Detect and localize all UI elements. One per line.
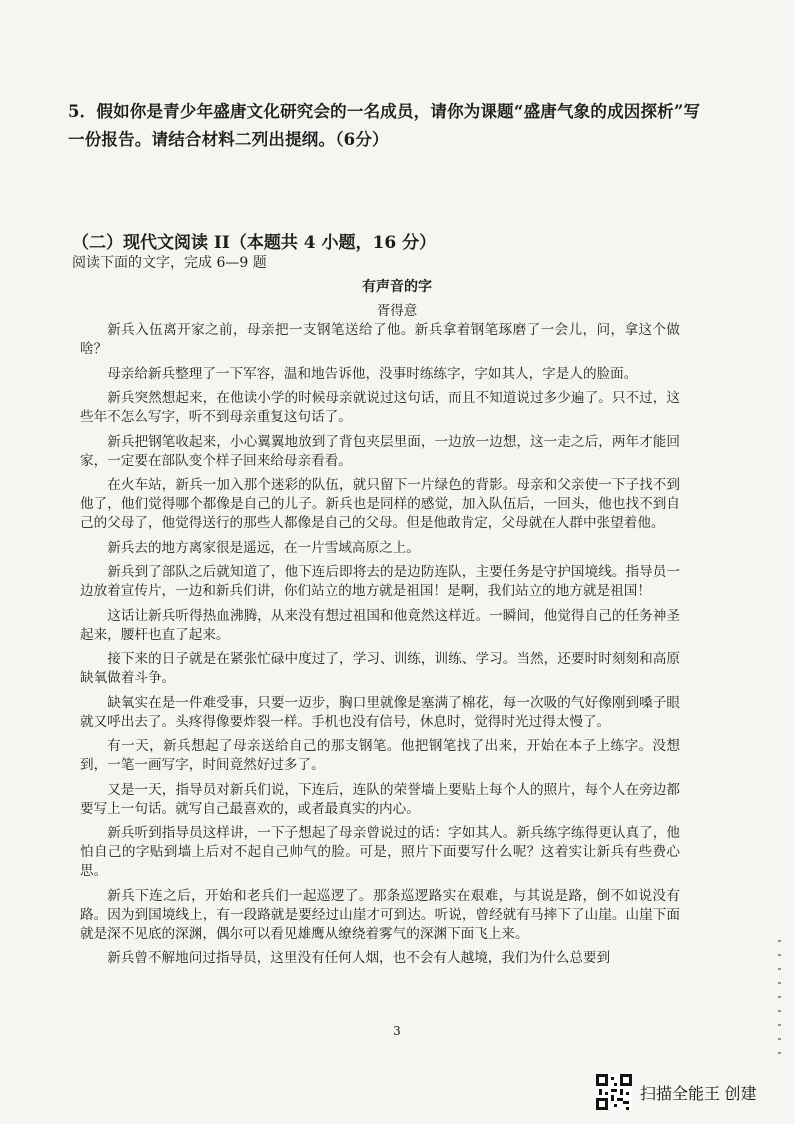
scanner-label: 扫描全能王 创建	[640, 1085, 757, 1103]
scan-artifact	[778, 940, 781, 1060]
question-5	[68, 98, 708, 154]
section-title: （二）现代文阅读 II（本题共 4 小题，16 分）	[72, 233, 437, 253]
page-number: 3	[393, 1024, 401, 1038]
paragraph: 又是一天，指导员对新兵们说，下连后，连队的荣誉墙上要贴上每个人的照片，每个人在旁边都要写上一句话。就写自己最喜欢的，或者最真实的内心。	[80, 781, 680, 817]
paragraph: 新兵曾不解地问过指导员，这里没有任何人烟，也不会有人越境，我们为什么总要到	[107, 950, 611, 966]
paragraph: 母亲给新兵整理了一下军容，温和地告诉他，没事时练练字，字如其人，字是人的脸面。	[107, 365, 638, 382]
paragraph: 缺氧实在是一件难受事，只要一迈步，胸口里就像是塞满了棉花，每一次吸的气好像刚到嗓子眼就又呼出去了。头疼得像要炸裂一样。手机也没有信号，休息时，觉得时光过得太慢了。	[80, 694, 680, 730]
article-author: 胥得意	[376, 303, 418, 319]
paragraph: 新兵把钢笔收起来，小心翼翼地放到了背包夹层里面，一边放一边想，这一走之后，两年才能回家，一定要在部队变个样子回来给母亲看看。	[80, 433, 680, 469]
article-body	[80, 321, 680, 974]
question-5-line-1: 5．假如你是青少年盛唐文化研究会的一名成员，请你为课题“盛唐气象的成因探析”写	[68, 102, 701, 121]
paragraph: 新兵到了部队之后就知道了，他下连后即将去的是边防连队，主要任务是守护国境线。指导员一边放着宣传片，一边和新兵们讲，你们站立的地方就是祖国！是啊，我们站立的地方就是祖国！	[80, 564, 680, 599]
scanner-watermark	[596, 1074, 756, 1110]
paragraph: 在火车站，新兵一加入那个迷彩的队伍，就只留下一片绿色的背影。母亲和父亲使一下子找不到他了，他们觉得哪个都像是自己的儿子。新兵也是同样的感觉，加入队伍后，一回头，他也找不到自己的父母了，他觉得送行的那些人都像是自己的父母。但是他敢肯定，父母就在人群中张望着他。	[80, 477, 680, 531]
paragraph: 新兵突然想起来，在他读小学的时候母亲就说过这句话，而且不知道说过多少遍了。只不过，这些年不怎么写字，听不到母亲重复这句话了。	[80, 390, 680, 425]
paragraph: 新兵去的地方离家很是遥远，在一片雪域高原之上。	[107, 539, 420, 556]
qr-code-icon	[596, 1074, 632, 1110]
paragraph: 这话让新兵听得热血沸腾，从来没有想过祖国和他竟然这样近。一瞬间，他觉得自己的任务神圣起来，腰杆也直了起来。	[80, 607, 680, 643]
section-instruction: 阅读下面的文字，完成 6—9 题	[72, 255, 267, 271]
paragraph: 新兵听到指导员这样讲，一下子想起了母亲曾说过的话：字如其人。新兵练字练得更认真了，他怕自己的字贴到墙上后对不起自己帅气的脸。可是，照片下面要写什么呢？这着实让新兵有些费心思。	[80, 825, 680, 879]
paragraph: 有一天，新兵想起了母亲送给自己的那支钢笔。他把钢笔找了出来，开始在本子上练字。没想到，一笔一画写字，时间竟然好过多了。	[80, 738, 680, 773]
question-5-line-2: 一份报告。请结合材料二列出提纲。（6分）	[68, 130, 389, 149]
paragraph: 接下来的日子就是在紧张忙碌中度过了，学习、训练，训练、学习。当然，还要时时刻刻和高原缺氧做着斗争。	[80, 651, 680, 686]
paragraph: 新兵入伍离开家之前，母亲把一支钢笔送给了他。新兵拿着钢笔琢磨了一会儿，问，拿这个做啥？	[80, 322, 680, 357]
paragraph: 新兵下连之后，开始和老兵们一起巡逻了。那条巡逻路实在艰难，与其说是路，倒不如说没有路。因为到国境线上，有一段路就是要经过山崖才可到达。听说，曾经就有马摔下了山崖。山崖下面就是深不见底的深渊，偶尔可以看见雄鹰从缭绕着雾气的深渊下面飞上来。	[80, 887, 680, 942]
article-title: 有声音的字	[362, 279, 432, 295]
